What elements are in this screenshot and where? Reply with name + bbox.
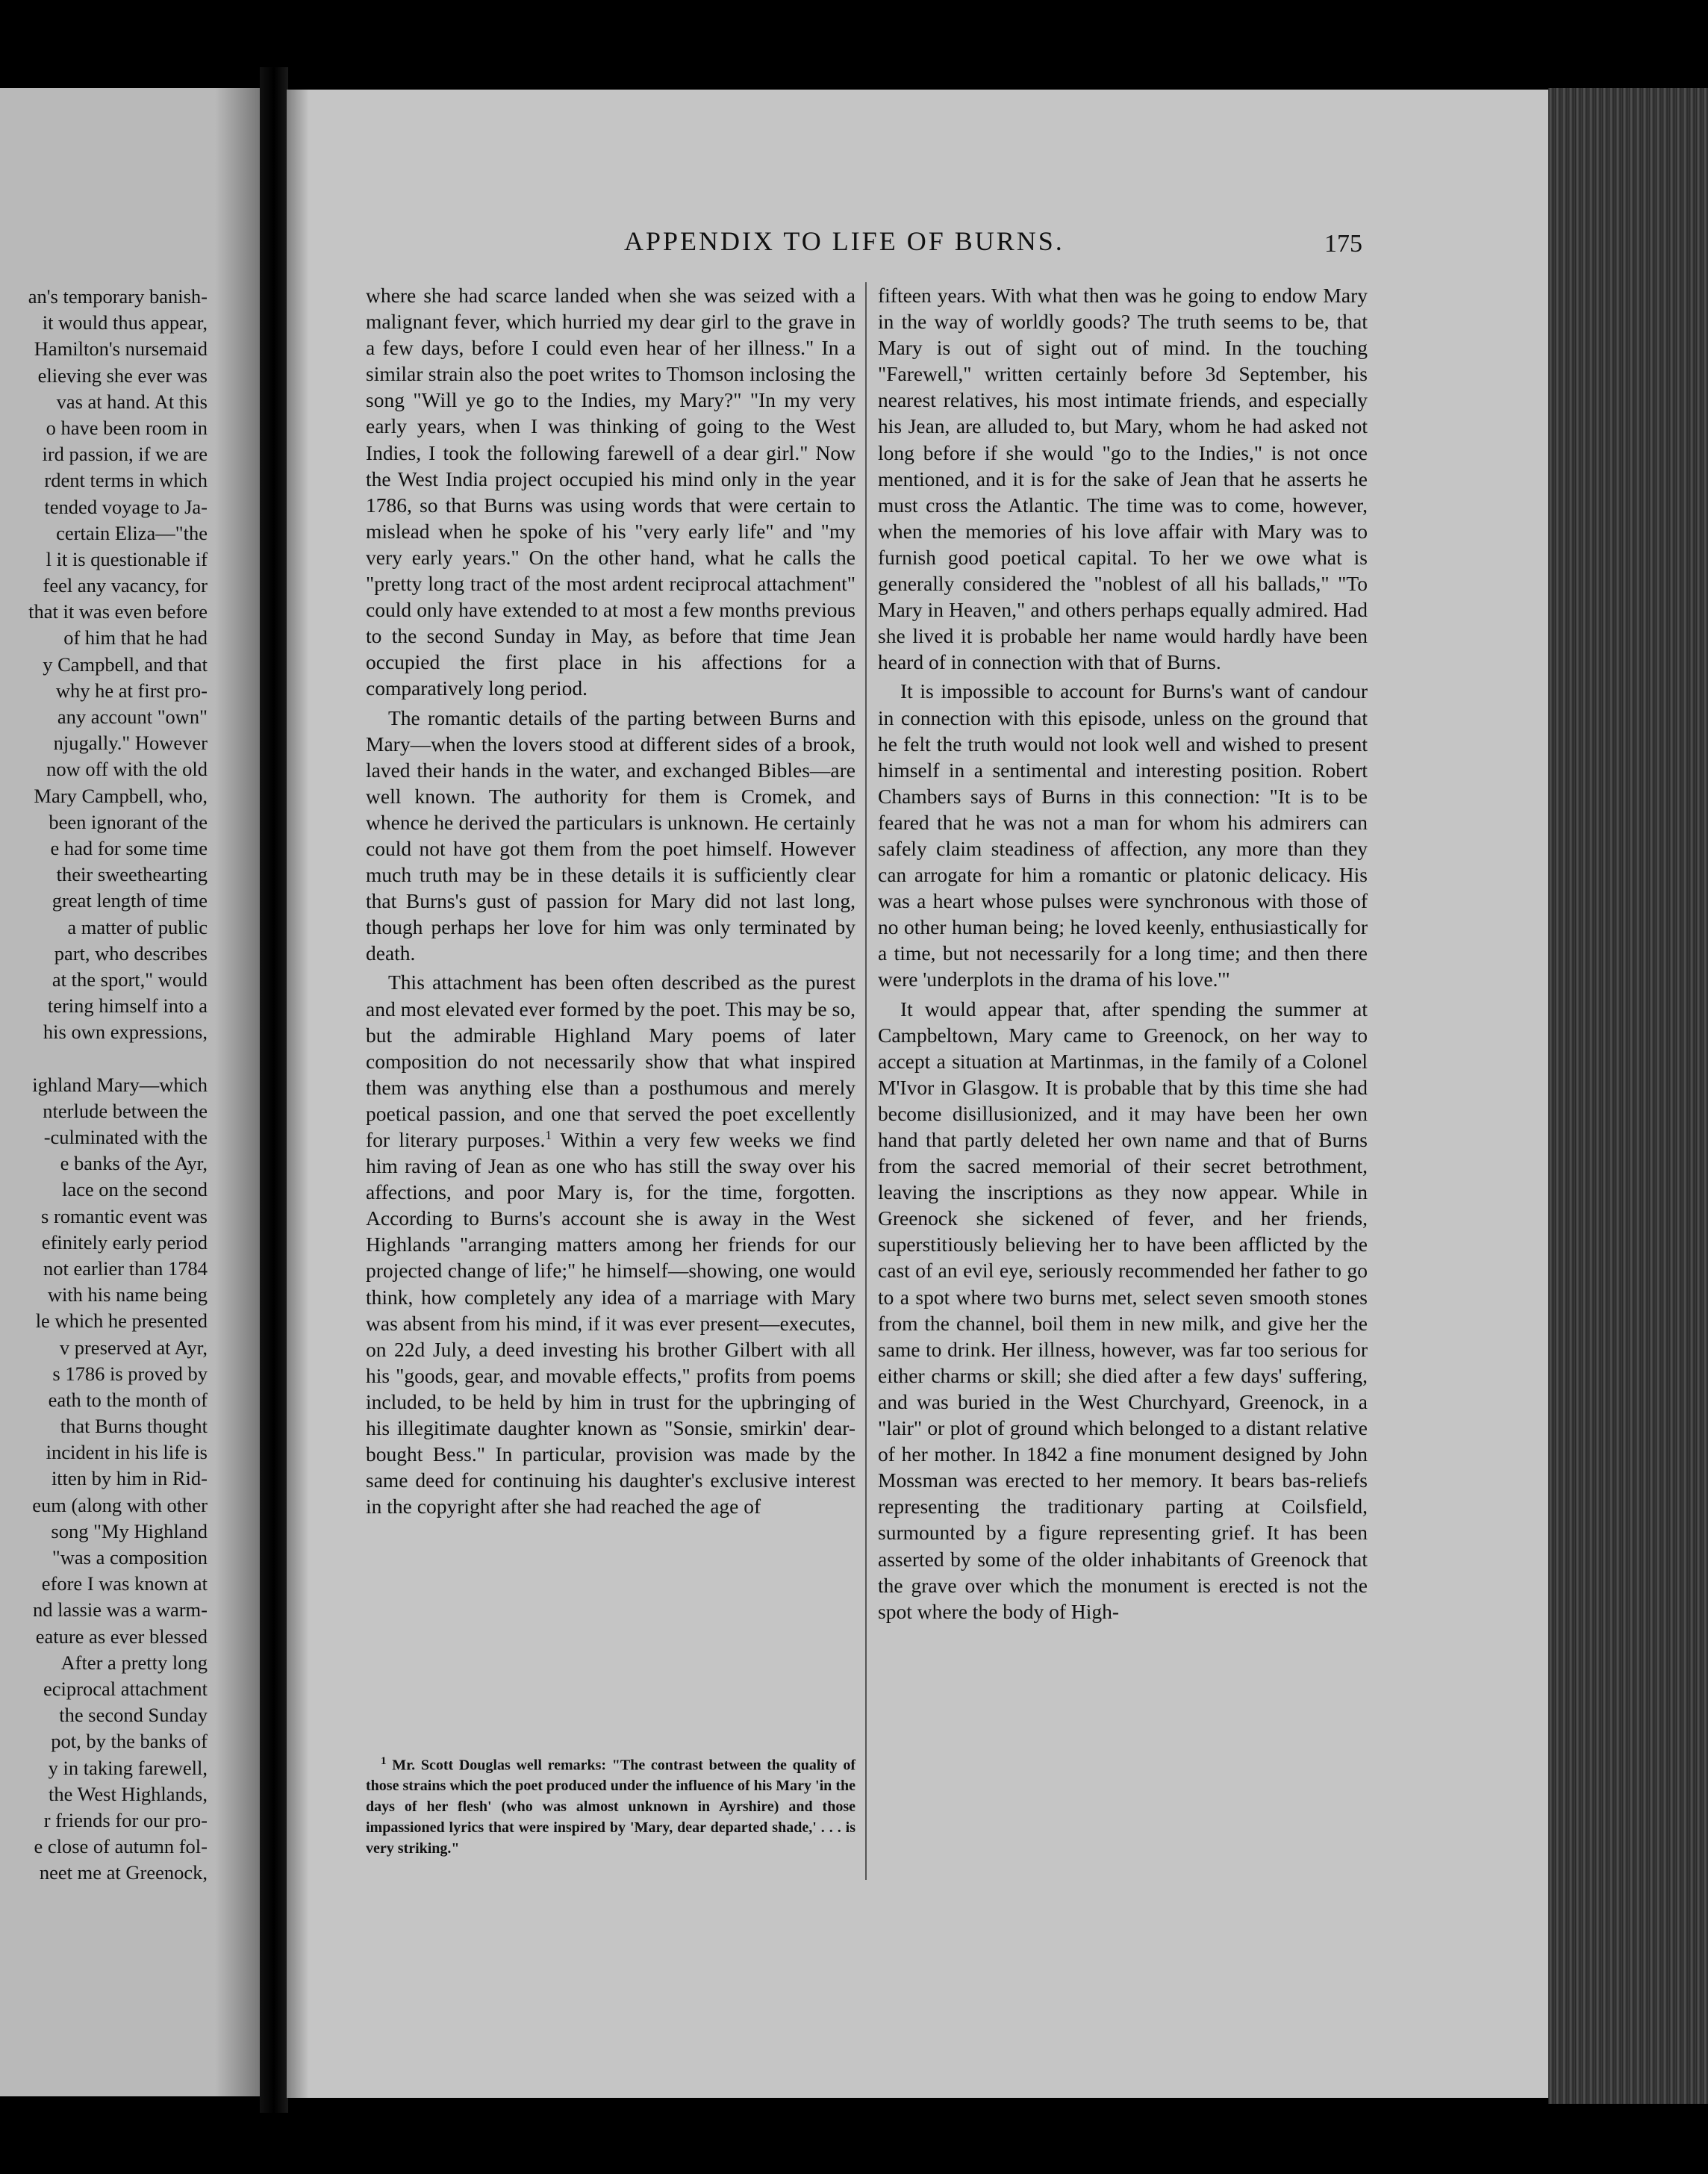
facing-page-line: "was a composition — [52, 1546, 208, 1569]
paragraph: The romantic details of the parting between Burns and Mary—when the lovers stood at different sides of a brook, laved their hands in the water, and exchanged Bibles—are well known. The authority for them is Cromek, and whence he derived the particulars is unknown. He certainly could not have got them from the poet himself. However much truth may be in these details it is sufficiently clear that Burns's gust of passion for Mary did not last long, though perhaps her love for him was only terminated by death. — [366, 706, 855, 965]
facing-page-line: that it was even before — [28, 600, 208, 623]
facing-page-line: e had for some time — [50, 836, 208, 859]
facing-page-line: eature as ever blessed — [35, 1625, 208, 1648]
paragraph-text: This attachment has been often described as the purest and most elevated ever formed by the poet. This may be so, but the admirable Highland Mary poems of later composition do not necessarily show that what inspired them was anything else than a posthumous and merely poetical passion, and one that served the poet excellently for literary purposes. — [366, 971, 855, 1151]
facing-page-line: tended voyage to Ja- — [44, 495, 208, 518]
facing-page-line: an's temporary banish- — [28, 285, 208, 308]
gutter-shade — [287, 90, 309, 2098]
facing-page-line: their sweethearting — [56, 863, 208, 886]
facing-page-line: y Campbell, and that — [43, 652, 208, 676]
facing-page-line: incident in his life is — [46, 1441, 208, 1464]
facing-page-line: that Burns thought — [60, 1415, 208, 1438]
facing-page-line: nd lassie was a warm- — [32, 1598, 208, 1622]
paragraph — [366, 969, 855, 1519]
facing-page-line: song "My Highland — [51, 1519, 208, 1542]
facing-page-line: any account "own" — [57, 706, 208, 728]
facing-page-line: e close of autumn fol- — [34, 1835, 208, 1858]
facing-page-text — [0, 284, 208, 1886]
page-edges — [1548, 88, 1708, 2104]
facing-page-line: y in taking farewell, — [48, 1756, 208, 1779]
paragraph: It would appear that, after spending the summer at Campbeltown, Mary came to Greenock, on her way to accept a situation at Martinmas, in the family of a Colonel M'Ivor in Glasgow. It is probable that by this time she had become disillusionized, and it may have been her own hand that partly deleted her own name and that of Burns from the sacred memorial of their secret betrothment, leaving the inscriptions as they now appear. While in Greenock she sickened of fever, and her friends, superstitiously believing her to have been afflicted by the cast of an evil eye, seriously recommended her father to go to a spot where two burns met, select seven smooth stones from the channel, boil them in new milk, and give her the same to drink. Her illness, however, was far too serious for either charms or skill; she died after a few days' suffering, and was buried in the West Churchyard, Greenock, in a "lair" or plot of ground which belonged to a distant relative of her mother. In 1842 a fine monument designed by John Mossman was erected to her memory. It bears bas-reliefs representing the traditionary parting at Coilsfield, surmounted by a figure representing grief. It has been asserted by some of the older inhabitants of Greenock that the grave over which the monument is erected is not the spot where the body of High- — [878, 997, 1368, 1623]
facing-page-line: lace on the second — [62, 1178, 208, 1201]
column-divider — [865, 282, 867, 1880]
facing-page-line: the West Highlands, — [48, 1782, 208, 1805]
text-column-right — [878, 282, 1368, 1625]
facing-page-line: ird passion, if we are — [42, 443, 208, 466]
footnote-reference[interactable]: 1 — [545, 1127, 552, 1142]
facing-page-line: the second Sunday — [59, 1704, 208, 1727]
text-column-left — [366, 282, 855, 1519]
facing-page-line: le which he presented — [35, 1309, 208, 1333]
facing-page-line: itten by him in Rid- — [51, 1467, 208, 1490]
footnote — [366, 1751, 855, 1860]
facing-page-line: Hamilton's nursemaid — [34, 337, 208, 361]
facing-page-line: ighland Mary—which — [32, 1073, 208, 1096]
facing-page-line: nterlude between the — [43, 1099, 208, 1122]
facing-page-line: feel any vacancy, for — [43, 574, 208, 597]
facing-page-line: l it is questionable if — [46, 547, 208, 570]
facing-page-line: a matter of public — [67, 915, 208, 938]
facing-page-line: certain Eliza—"the — [56, 521, 208, 544]
facing-page-line: Mary Campbell, who, — [34, 784, 208, 807]
paragraph: where she had scarce landed when she was seized with a malignant fever, which hurried my dear girl to the grave in a few days, before I could even hear of her illness." In a similar strain also the poet writes to Thomson inclosing the song "Will ye go to the Indies, my Mary?" "In my very early years, when I was thinking of going to the West Indies, I took the following farewell of a dear girl." Now the West India project occupied his mind only in the year 1786, so that Burns was using words that were certain to mislead when he spoke of his "very early life" and "my very early years." On the other hand, what he calls the "pretty long tract of the most ardent reciprocal attachment" could only have extended to at most a few months previous to the second Sunday in May, as before that time Jean occupied the first place in his affections for a comparatively long period. — [366, 284, 855, 700]
facing-page-line: -culminated with the — [43, 1126, 208, 1148]
facing-page-line: efore I was known at — [41, 1572, 208, 1595]
facing-page-line: e banks of the Ayr, — [60, 1152, 208, 1175]
paragraph: fifteen years. With what then was he going to endow Mary in the way of worldly goods? The truth seems to be, that Mary is out of sight out of mind. In the touching "Farewell," written certainly before 3d September, his nearest relatives, his most intimate friends, and especially his Jean, are alluded to, but Mary, whom he had asked not long before if she would "go to the Indies," is not once mentioned, and it is for the sake of Jean that he asserts he must cross the Atlantic. The time was to come, however, when the memories of his love affair with Mary was to furnish good poetical capital. To her we owe what is generally considered the "noblest of all his ballads," "To Mary in Heaven," and others perhaps equally admired. Had she lived it is probable her name would hardly have been heard of in connection with that of Burns. — [878, 284, 1368, 674]
facing-page-line: o have been room in — [46, 416, 208, 439]
facing-page-line: of him that he had — [63, 626, 208, 650]
page-number: 175 — [1324, 230, 1362, 258]
facing-page-line: eath to the month of — [48, 1388, 208, 1411]
facing-page-line: eciprocal attachment — [43, 1677, 208, 1700]
facing-page-line: with his name being — [47, 1283, 208, 1306]
facing-page-line: vas at hand. At this — [56, 390, 208, 413]
footnote-mark: 1 — [381, 1755, 387, 1767]
facing-page-line: now off with the old — [46, 758, 208, 781]
book-spine — [260, 67, 288, 2113]
facing-page-line: neet me at Greenock, — [39, 1861, 208, 1884]
paragraph-text: Within a very few weeks we find him raving of Jean as one who has still the sway over his affections, and poor Mary is, for the time, forgotten. According to Burns's account she is away in the West Highlands "arranging matters among her friends for our projected change of life;" he himself—showing, one would think, how completely any idea of a marriage with Mary was absent from his mind, if it was ever present—executes, on 22d July, a deed investing his brother Gilbert with all his "goods, gear, and movable effects," profits from poems included, to be held by him in trust for the upbringing of his illegitimate daughter known as "Sonsie, smirkin' dear-bought Bess." In particular, provision was made by the same deed for continuing his daughter's exclusive interest in the copyright after she had reached the age of — [366, 1128, 855, 1519]
gutter-shadow — [215, 88, 260, 2096]
facing-page-line: pot, by the banks of — [51, 1730, 208, 1753]
paragraph: It is impossible to account for Burns's want of candour in connection with this episode, unless on the ground that he felt the truth would not look well and wished to present himself in a sentimental and interesting position. Robert Chambers says of Burns in this connection: "It is to be feared that he was not a man for whom his admirers can safely claim steadiness of affection, any more than they can arrogate for him a romantic or platonic delicacy. His was a heart whose pulses were synchronous with those of no other human being; he loved keenly, enthusiastically for a time, but not necessarily for a long time; and then there were 'underplots in the drama of his love.'" — [878, 679, 1368, 991]
facing-page-line: been ignorant of the — [49, 810, 208, 833]
facing-page-line: great length of time — [52, 889, 208, 912]
facing-page-line: elieving she ever was — [37, 364, 208, 387]
running-title: APPENDIX TO LIFE OF BURNS. — [624, 226, 1065, 256]
facing-page-line: rdent terms in which — [44, 469, 208, 492]
facing-page-line: not earlier than 1784 — [43, 1256, 208, 1280]
facing-page-line: s 1786 is proved by — [52, 1362, 208, 1385]
facing-page-line: tering himself into a — [47, 994, 208, 1018]
facing-page-line: his own expressions, — [43, 1021, 208, 1044]
facing-page-line: v preserved at Ayr, — [59, 1336, 208, 1359]
facing-page-line: njugally." However — [53, 732, 208, 755]
facing-page-left — [0, 88, 260, 2096]
facing-page-line: part, who describes — [54, 941, 208, 965]
facing-page-line: r friends for our pro- — [43, 1808, 208, 1831]
facing-page-line: eum (along with other — [32, 1493, 208, 1516]
facing-page-line: efinitely early period — [41, 1230, 208, 1253]
facing-page-line: why he at first pro- — [55, 679, 208, 702]
facing-page-line — [0, 1045, 208, 1071]
facing-page-line: s romantic event was — [41, 1204, 208, 1227]
facing-page-line: it would thus appear, — [42, 311, 208, 334]
footnote-text: Mr. Scott Douglas well remarks: "The contrast between the quality of those strains which the poet produced under the influence of his Mary 'in the days of her flesh' (who was almost unknown in Ayrshire) and those impassioned lyrics that were inspired by 'Mary, dear departed shade,' . . . is very striking." — [366, 1757, 855, 1857]
facing-page-line: at the sport," would — [52, 968, 208, 991]
facing-page-line: After a pretty long — [60, 1651, 208, 1674]
